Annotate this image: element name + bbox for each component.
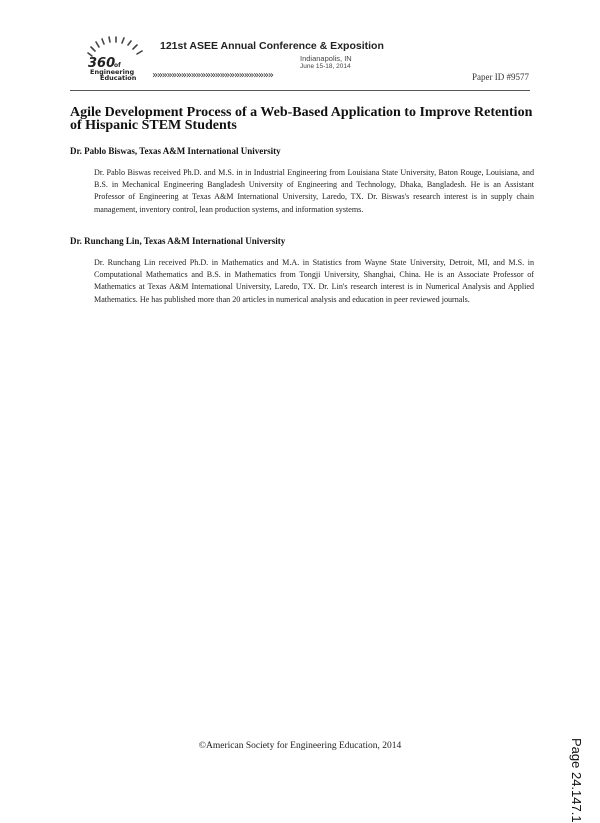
- side-page-number: Page 24.147.1: [569, 738, 584, 823]
- author-heading: Dr. Runchang Lin, Texas A&M International University: [70, 236, 286, 246]
- asee-360-logo: [86, 34, 158, 80]
- paper-title: Agile Development Process of a Web-Based Application to Improve Retention of Hispanic STEM Students: [70, 105, 533, 133]
- conference-date: June 15-18, 2014: [300, 63, 351, 70]
- conference-title: 121st ASEE Annual Conference & Exposition: [160, 40, 384, 52]
- logo-360-text: 360: [88, 56, 116, 71]
- author-bio: Dr. Runchang Lin received Ph.D. in Mathematics and M.A. in Statistics from Wayne State University, Detroit, MI, and M.S. in Computational Mathematics and B.S. in Mathematics from Tongji University, Shanghai, China. He is an Associate Professor of Mathematics at Texas A&M International University, Laredo, TX. Dr. Lin's research interest is in Numerical Analysis and Applied Mathematics. He has published more than 20 articles in numerical analysis and education in peer reviewed journals.: [94, 258, 534, 304]
- logo-of-text: of: [114, 62, 121, 69]
- header-rule: [70, 90, 530, 91]
- logo-education-text: Education: [100, 74, 137, 80]
- chevron-divider-icon: »»»»»»»»»»»»»»»»»»»»»»»»»: [152, 70, 273, 81]
- author-heading: Dr. Pablo Biswas, Texas A&M International University: [70, 146, 281, 156]
- paper-id: Paper ID #9577: [472, 72, 529, 82]
- logo-engineering-text: Engineering: [90, 68, 135, 76]
- conference-city: Indianapolis, IN: [300, 54, 352, 63]
- copyright-footer: ©American Society for Engineering Education, 2014: [198, 741, 402, 751]
- author-bio: Dr. Pablo Biswas received Ph.D. and M.S. in in Industrial Engineering from Louisiana State University, Baton Rouge, Louisiana, and B.S. in Mechanical Engineering Bangladesh University of Engineering and Technology, Dhaka, Bangladesh. He is an Assistant Professor of Engineering at Texas A&M International University, Laredo, TX. Dr. Biswas's research interest is in supply chain management, inventory control, lean production systems, and information systems.: [94, 168, 534, 214]
